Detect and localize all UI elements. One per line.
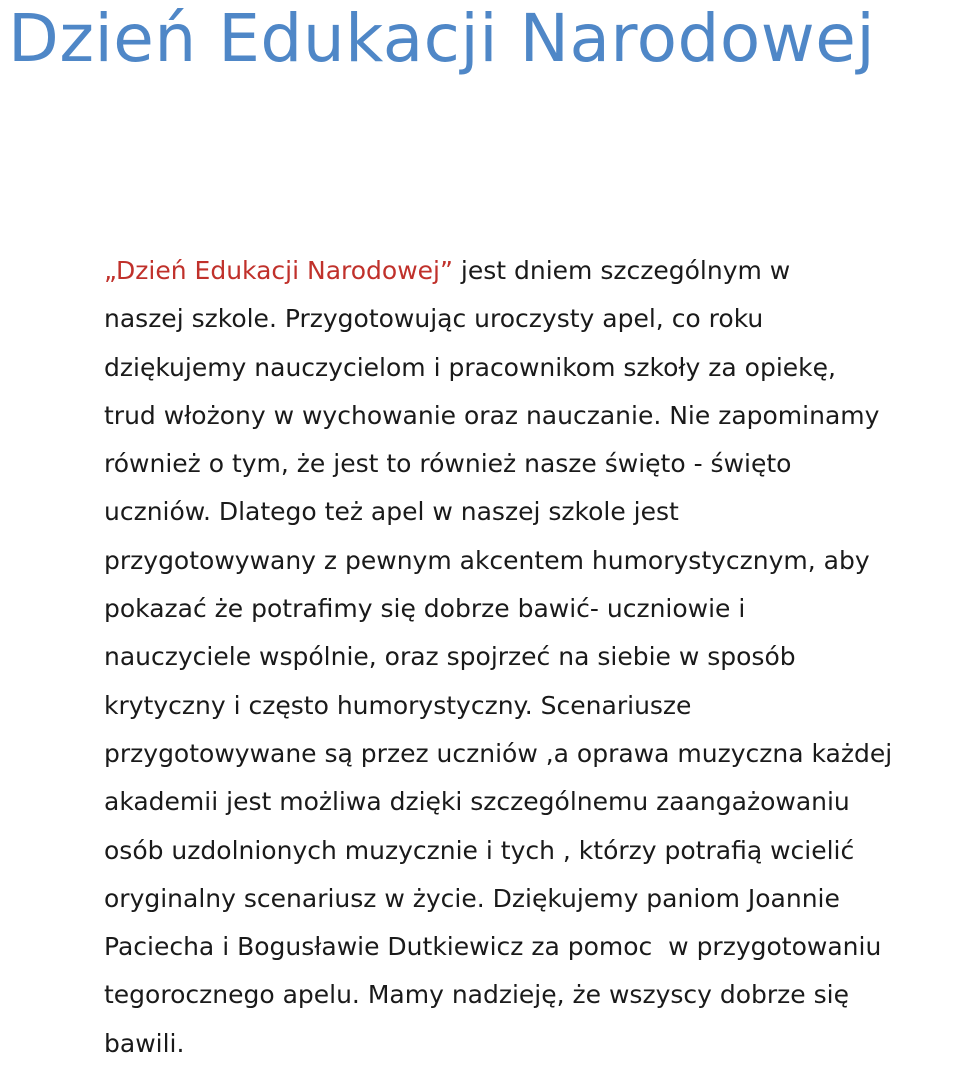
- paragraph-line-7: przygotowywany z pewnym akcentem humorystycznym, aby: [104, 545, 870, 575]
- paragraph-line-3: dziękujemy nauczycielom i pracownikom szkoły za opiekę,: [104, 352, 836, 382]
- paragraph-line-11: przygotowywane są przez uczniów ,a oprawa muzyczna każdej: [104, 738, 893, 768]
- paragraph-line-13: osób uzdolnionych muzycznie i tych , którzy potrafią wcielić: [104, 835, 855, 865]
- paragraph-line-4: trud włożony w wychowanie oraz nauczanie. Nie zapominamy: [104, 400, 880, 430]
- paragraph-line-17: bawili.: [104, 1028, 185, 1058]
- paragraph-line-12: akademii jest możliwa dzięki szczególnemu zaangażowaniu: [104, 787, 850, 817]
- paragraph-line-9: nauczyciele wspólnie, oraz spojrzeć na siebie w sposób: [104, 642, 796, 672]
- paragraph-line-14: oryginalny scenariusz w życie. Dziękujemy paniom Joannie: [104, 883, 840, 913]
- paragraph-line-1-text: jest dniem szczególnym w: [452, 256, 791, 285]
- paragraph-line-8: pokazać że potrafimy się dobrze bawić- uczniowie i: [104, 594, 746, 624]
- paragraph-line-5: również o tym, że jest to również nasze święto - święto: [104, 449, 792, 479]
- paragraph-line-16: tegorocznego apelu. Mamy nadzieję, że wszyscy dobrze się: [104, 980, 849, 1010]
- highlighted-quote: „Dzień Edukacji Narodowej”: [104, 256, 453, 285]
- article-paragraph: [104, 247, 960, 1068]
- paragraph-line-10: krytyczny i często humorystyczny. Scenariusze: [104, 690, 692, 720]
- paragraph-line-1: [104, 247, 960, 295]
- paragraph-line-6: uczniów. Dlatego też apel w naszej szkole jest: [104, 497, 679, 527]
- page-title: Dzień Edukacji Narodowej: [8, 0, 876, 77]
- paragraph-line-15: Paciecha i Bogusławie Dutkiewicz za pomoc w przygotowaniu: [104, 932, 882, 962]
- paragraph-line-2: naszej szkole. Przygotowując uroczysty apel, co roku: [104, 304, 764, 334]
